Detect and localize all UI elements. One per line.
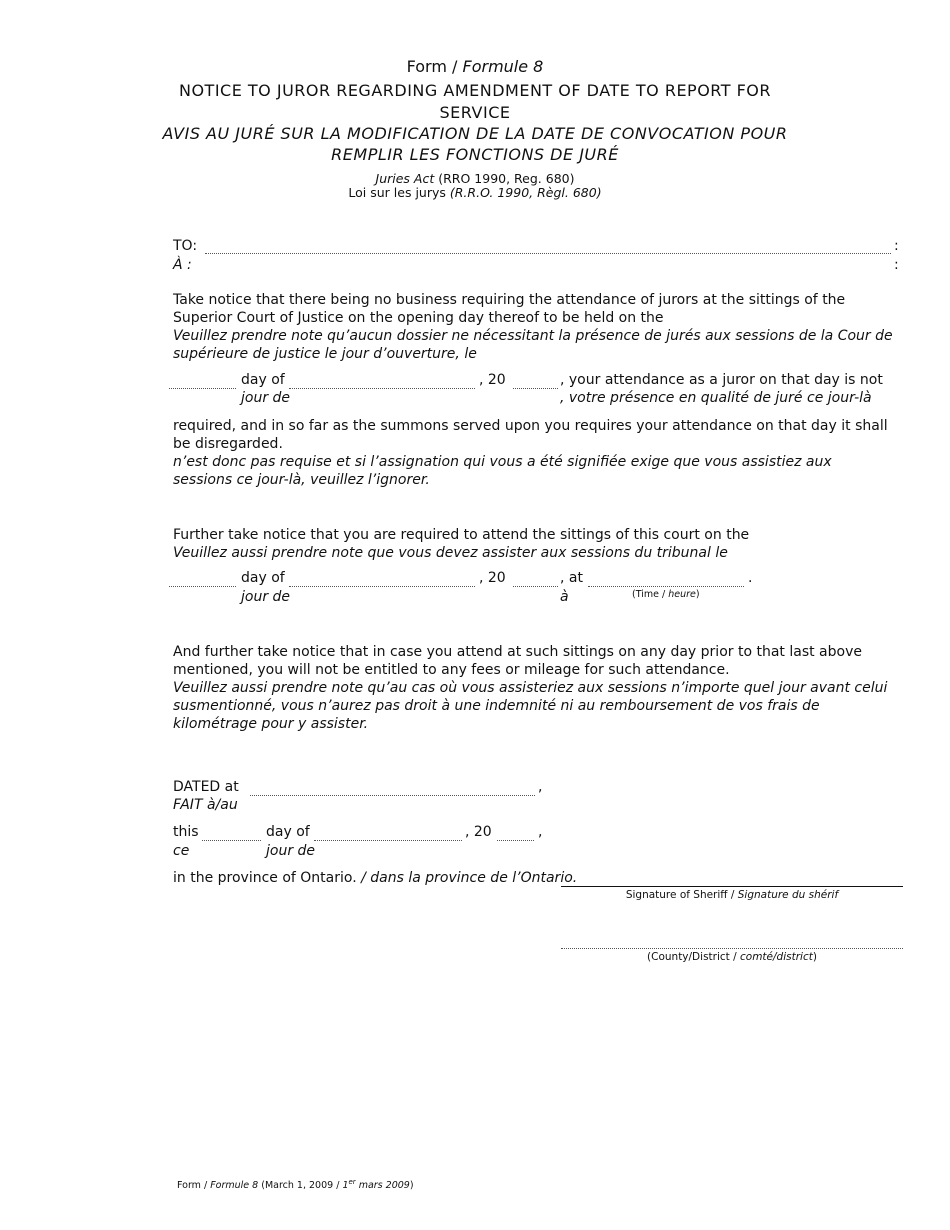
signature-caption-fr: Signature du shérif (737, 889, 839, 901)
footer-date-num: 1 (342, 1180, 349, 1192)
dated-day-field[interactable] (202, 840, 261, 841)
fees-paragraph-fr: Veuillez aussi prendre note qu’au cas où vous assisteriez aux sessions n’importe quel jour avant celui susmentionné, vous n’aurez pas droit à une indemnité ni au remboursement de vos frais de kilométrage pour y assister. (173, 680, 888, 732)
act-citation-fr (0, 185, 950, 200)
to-label-fr: À : (173, 257, 192, 273)
county-district-field[interactable] (561, 948, 903, 949)
act-name-en: Juries Act (375, 171, 435, 186)
title-fr-line2: REMPLIR LES FONCTIONS DE JURÉ (331, 145, 619, 164)
ce-label: ce (173, 843, 190, 859)
act-ref-en: (RRO 1990, Reg. 680) (438, 171, 575, 186)
signature-caption (561, 889, 903, 901)
title-en-line2: SERVICE (439, 103, 511, 122)
dated-day-of: day of (266, 824, 310, 840)
a-label-fr: à (560, 589, 569, 605)
attend-paragraph-fr: Veuillez aussi prendre note que vous devez assister aux sessions du tribunal le (173, 545, 728, 561)
dated-place-field[interactable] (250, 795, 535, 796)
attendance-text-fr: , votre présence en qualité de juré ce jour-là (560, 390, 872, 406)
at-label: , at (560, 570, 583, 586)
time-caption-fr: heure (668, 589, 696, 600)
dated-year-field[interactable] (497, 840, 534, 841)
footer-form-fr: Formule 8 (210, 1180, 259, 1192)
to-colon-en: : (894, 238, 899, 254)
county-caption-fr: comté/district (740, 951, 813, 963)
act-citation-en (0, 171, 950, 186)
recipient-field[interactable] (205, 253, 891, 254)
period-mark: . (748, 570, 753, 586)
act-name-fr: Loi sur les jurys (348, 185, 446, 200)
footer-date-en: (March 1, 2009 / (261, 1180, 340, 1192)
time-caption-close: ) (695, 589, 700, 600)
second-day-field[interactable] (169, 586, 236, 587)
footer-date-sup: er (348, 1178, 356, 1186)
this-label: this (173, 824, 199, 840)
title-fr-line1: AVIS AU JURÉ SUR LA MODIFICATION DE LA DATE DE CONVOCATION POUR (162, 124, 788, 143)
to-label-en: TO: (173, 238, 198, 254)
year-prefix-2: , 20 (479, 570, 506, 586)
attend-paragraph-en: Further take notice that you are required to attend the sittings of this court on the (173, 527, 750, 543)
first-day-field[interactable] (169, 388, 236, 389)
first-year-field[interactable] (513, 388, 558, 389)
attendance-text-en: , your attendance as a juror on that day is not (560, 372, 883, 388)
province-en: in the province of Ontario. (173, 870, 357, 886)
form-label: Form / (406, 57, 458, 76)
footer (177, 1178, 414, 1191)
province-fr: / dans la province de l’Ontario. (361, 870, 578, 886)
form-label-fr: Formule 8 (462, 57, 544, 76)
fait-label: FAIT à/au (173, 797, 238, 813)
day-of-label-2: day of (241, 570, 285, 586)
title-en-line1: NOTICE TO JUROR REGARDING AMENDMENT OF DATE TO REPORT FOR (178, 81, 772, 100)
act-ref-fr: (R.R.O. 1990, Règl. 680) (449, 185, 602, 200)
form-number (0, 57, 950, 76)
county-caption-close: ) (812, 951, 817, 963)
to-colon-fr: : (894, 257, 899, 273)
second-month-field[interactable] (289, 586, 475, 587)
year-prefix: , 20 (479, 372, 506, 388)
notice-paragraph-en: Take notice that there being no business requiring the attendance of jurors at the sittings of the Superior Court of Justice on the opening day thereof to be held on the (173, 292, 846, 326)
dated-comma: , (538, 779, 543, 795)
disregard-paragraph-fr: n’est donc pas requise et si l’assignation qui vous a été signifiée exige que vous assistiez aux sessions ce jour-là, veuillez l’ignorer. (173, 454, 832, 488)
signature-caption-en: Signature of Sheriff / (625, 889, 735, 901)
province-line (173, 870, 577, 886)
dated-jour-de: jour de (266, 843, 316, 859)
time-caption (632, 589, 700, 600)
notice-paragraph-fr: Veuillez prendre note qu’aucun dossier ne nécessitant la présence de jurés aux sessions de la Cour de supérieure de justice le jour d’ouverture, le (173, 328, 893, 362)
dated-comma-2: , (538, 824, 543, 840)
second-year-field[interactable] (513, 586, 558, 587)
signature-line[interactable] (561, 886, 903, 887)
disregard-paragraph-en: required, and in so far as the summons served upon you requires your attendance on that day it shall be disregarded. (173, 418, 888, 452)
footer-date-fr (342, 1180, 409, 1191)
dated-month-field[interactable] (314, 840, 462, 841)
first-month-field[interactable] (289, 388, 475, 389)
dated-at-label: DATED at (173, 779, 239, 795)
dated-year-prefix: , 20 (465, 824, 492, 840)
county-caption-en: (County/District / (647, 951, 737, 963)
day-of-label: day of (241, 372, 285, 388)
jour-de-label: jour de (241, 390, 291, 406)
time-caption-en: (Time / (632, 589, 666, 600)
time-field[interactable] (588, 586, 744, 587)
jour-de-label-2: jour de (241, 589, 291, 605)
footer-date-rest: mars 2009 (358, 1180, 410, 1192)
county-caption (561, 951, 903, 963)
fees-paragraph-en: And further take notice that in case you attend at such sittings on any day prior to that last above mentioned, you will not be entitled to any fees or mileage for such attendance. (173, 644, 862, 678)
footer-close: ) (409, 1180, 414, 1192)
footer-form-en: Form / (177, 1180, 208, 1192)
